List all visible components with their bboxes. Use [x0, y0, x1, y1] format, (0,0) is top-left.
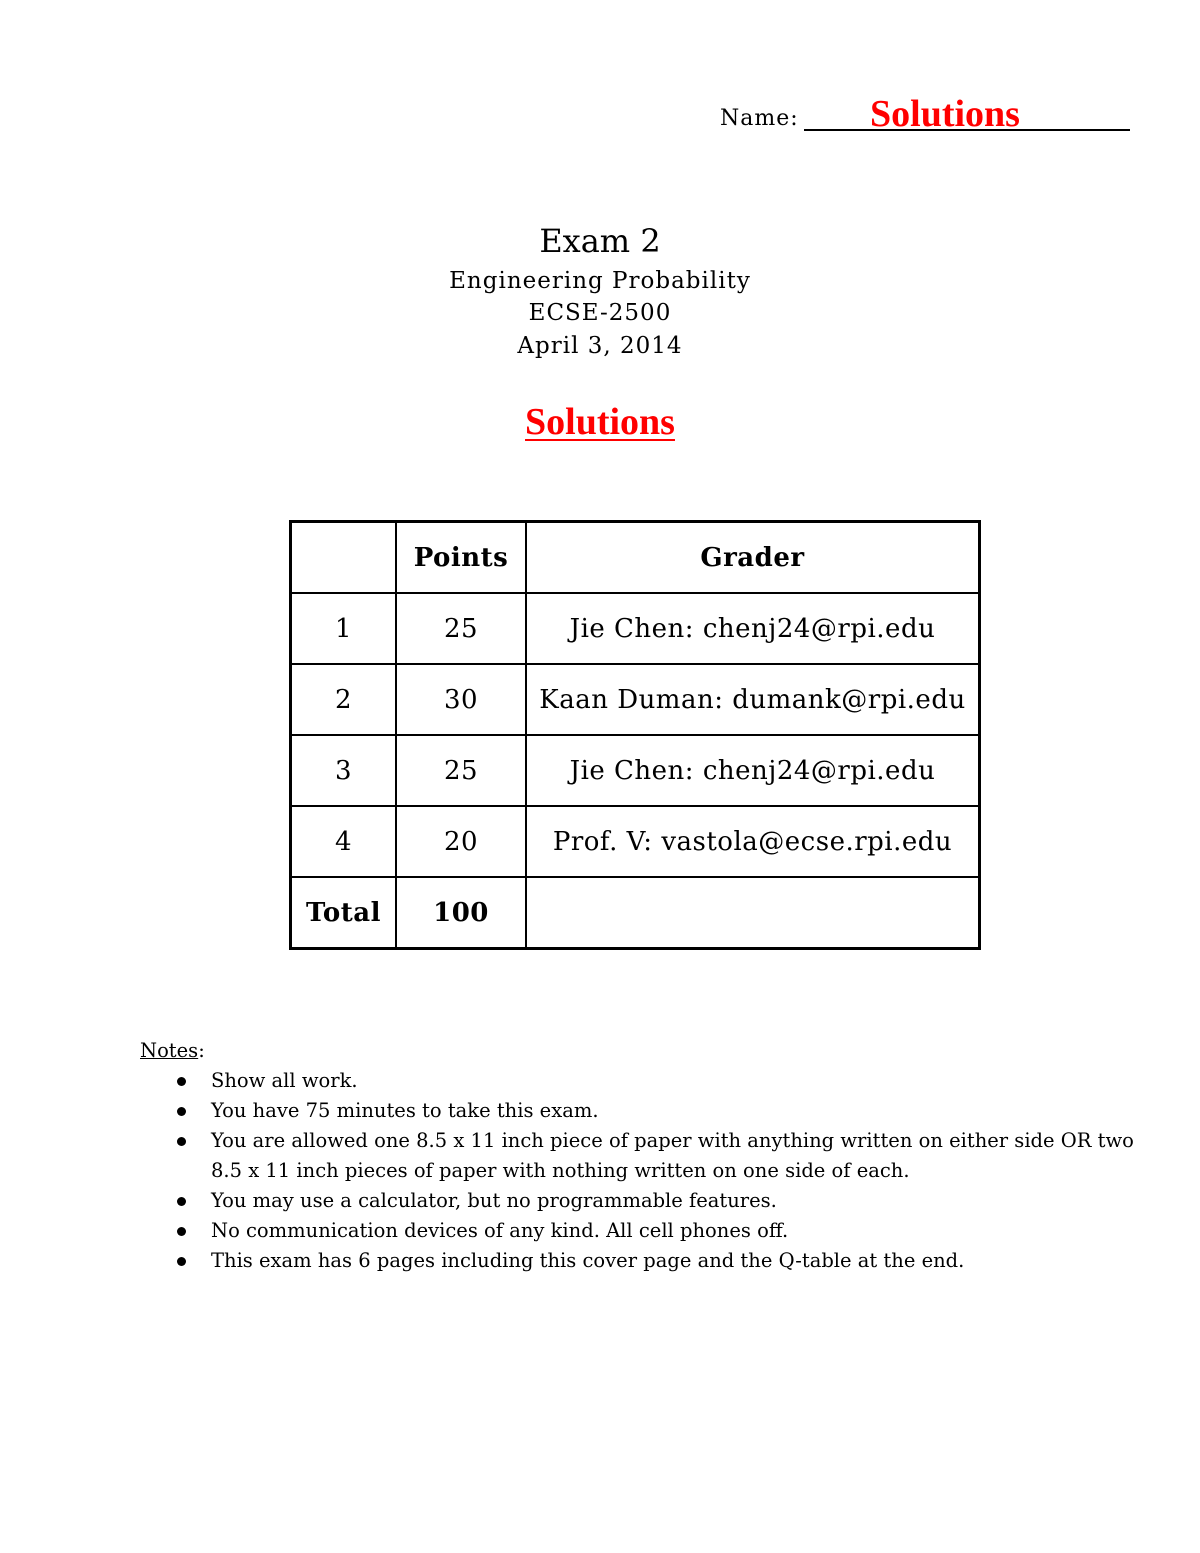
list-item	[140, 1066, 1150, 1096]
problem-points: 25	[396, 735, 526, 806]
note-text: You have 75 minutes to take this exam.	[211, 1099, 599, 1122]
header-cell-points: Points	[396, 522, 526, 594]
problem-number: 3	[291, 735, 397, 806]
note-text: This exam has 6 pages including this cover page and the Q-table at the end.	[211, 1249, 965, 1272]
problem-points: 30	[396, 664, 526, 735]
name-field	[720, 92, 1140, 135]
table-row	[291, 593, 980, 664]
bullet-icon	[177, 1107, 186, 1116]
exam-date: April 3, 2014	[517, 333, 683, 359]
bullet-icon	[177, 1257, 186, 1266]
total-grader	[526, 877, 980, 949]
course-code: ECSE-2500	[528, 300, 672, 326]
problem-grader: Jie Chen: chenj24@rpi.edu	[526, 735, 980, 806]
problem-grader: Prof. V: vastola@ecse.rpi.edu	[526, 806, 980, 877]
table-row	[291, 664, 980, 735]
header-cell-grader: Grader	[526, 522, 980, 594]
total-points: 100	[396, 877, 526, 949]
problem-number: 1	[291, 593, 397, 664]
problem-number: 2	[291, 664, 397, 735]
total-label: Total	[291, 877, 397, 949]
bullet-icon	[177, 1137, 186, 1146]
table-total-row	[291, 877, 980, 949]
table-row	[291, 806, 980, 877]
note-text: You are allowed one 8.5 x 11 inch piece of paper with anything written on either side OR two 8.5 x 11 inch pieces of paper with nothing written on one side of each.	[211, 1129, 1134, 1182]
table-row	[291, 735, 980, 806]
header-cell-blank	[291, 522, 397, 594]
name-label: Name:	[720, 106, 799, 131]
note-text: No communication devices of any kind. All cell phones off.	[211, 1219, 789, 1242]
problem-grader: Kaan Duman: dumank@rpi.edu	[526, 664, 980, 735]
list-item	[140, 1096, 1150, 1126]
course-name: Engineering Probability	[449, 268, 751, 294]
problem-number: 4	[291, 806, 397, 877]
list-item	[140, 1246, 1150, 1276]
name-value: Solutions	[870, 93, 1020, 135]
bullet-icon	[177, 1227, 186, 1236]
list-item	[140, 1216, 1150, 1246]
notes-heading	[140, 1036, 1150, 1066]
notes-label: Notes	[140, 1039, 199, 1062]
problem-points: 20	[396, 806, 526, 877]
table-header-row	[291, 522, 980, 594]
solutions-heading: Solutions	[525, 401, 675, 443]
notes-list	[140, 1066, 1150, 1276]
notes-section	[140, 1036, 1150, 1276]
grading-table	[289, 520, 981, 950]
exam-title: Exam 2	[539, 222, 661, 260]
bullet-icon	[177, 1197, 186, 1206]
notes-colon: :	[198, 1039, 205, 1062]
problem-points: 25	[396, 593, 526, 664]
problem-grader: Jie Chen: chenj24@rpi.edu	[526, 593, 980, 664]
note-text: You may use a calculator, but no programmable features.	[211, 1189, 777, 1212]
list-item	[140, 1186, 1150, 1216]
note-text: Show all work.	[211, 1069, 358, 1092]
list-item	[140, 1126, 1150, 1186]
bullet-icon	[177, 1077, 186, 1086]
